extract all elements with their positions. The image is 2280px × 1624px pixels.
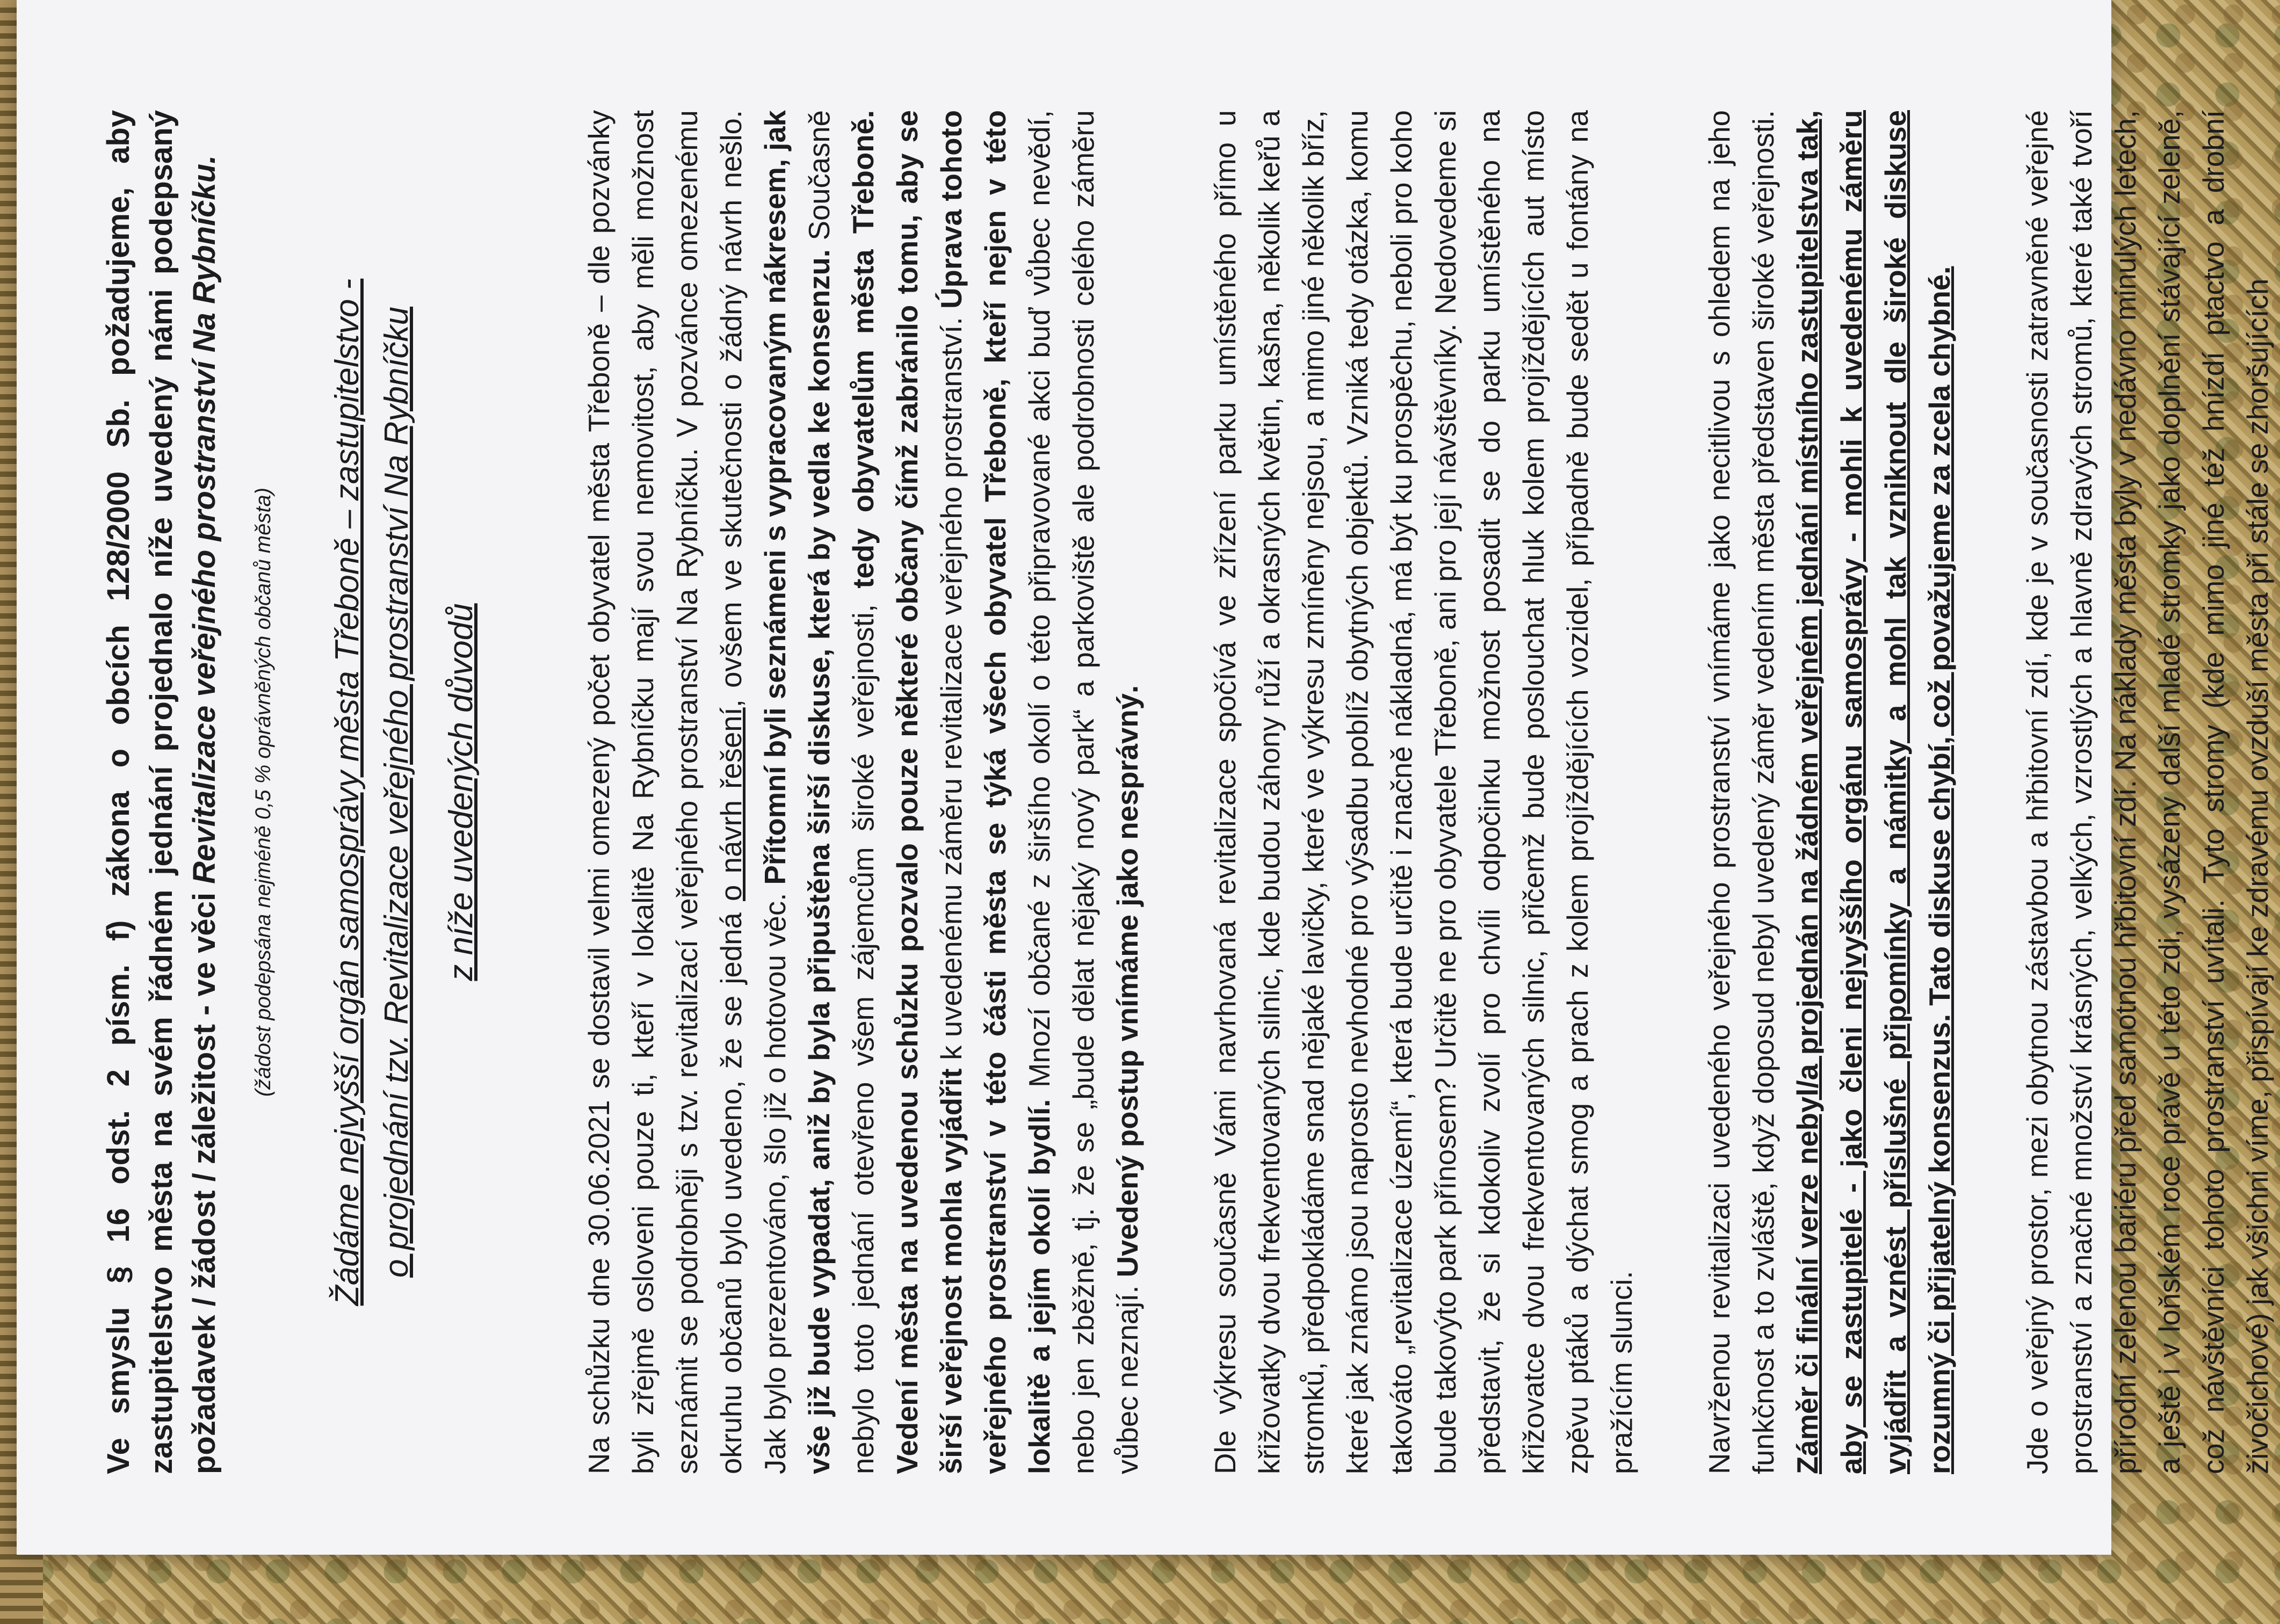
text: , ovšem ve skutečnosti o žádný návrh nešlo. Jak bylo prezentováno, šlo již o hotovou věc. [715,110,792,1474]
text-bold: Přítomní byli seznámeni s vypracovaným nákresem, jak vše již bude vypadat, aniž by byla připuštěna širší diskuse, která by vedla ke konsenzu. [759,110,836,1474]
heading-line-2: o projednání tzv. Revitalizace veřejného prostranství Na Rybníčku [378,306,415,1278]
text-bold: Uvedený postup vnímáme jako nesprávný. [1111,685,1144,1278]
intro-text: Ve smyslu § 16 odst. 2 písm. f) zákona o obcích 128/2000 Sb. požadujeme, aby zastupitelstvo města na svém řádném jednání projednalo níže uvedený námi podepsaný požadavek / žádost / záležitost - ve věci [101,110,222,1474]
text: k uvedenému záměru revitalizace veřejného prostranství. [935,308,968,1069]
text-underlined: o návrh řešení [715,707,748,901]
heading-line-3: z níže uvedených důvodů [443,603,480,981]
intro-subject: Revitalizace veřejného prostranství Na Rybníčku. [187,155,222,884]
paragraph-park-design: Dle výkresu současně Vámi navrhovaná revitalizace spočívá ve zřízení parku umístěného přímo u křižovatky dvou frekventovaných silnic, kde budou záhony růží a okrasných květin, kašna, několik keřů a stromků, předpokládáme snad nějaké lavičky, které ve výkresu zmíněny nejsou, a mimo jiné několik bříz, které jak známo jsou naprosto nevhodné pro výsadbu poblíž obytných objektů. Vzniká tedy otázka, komu takováto „revitalizace území“, která bude určitě i značně nákladná, má být ku prospěchu, neboli pro koho bude takovýto park přínosem? Určitě ne pro obyvatele Třeboně, ani pro její návštěvníky. Nedovedeme si představit, že si kdokoliv zvolí pro chvíli odpočinku možnost posadit se do parku umístěného na křižovatce dvou frekventovaných silnic, přičemž bude poslouchat hluk kolem projíždějících aut místo zpěvu ptáků a dýchat smog a prach z kolem projíždějících vozidel, případně bude sedět u fontány na pražícím slunci. [1209,110,1638,1474]
text-bold: tedy obyvatelům města Třeboně. Vedení města na uvedenou schůzku pozvalo pouze některé občany čímž zabránilo tomu, aby se širší veřejnost mohla vyjádřit [847,110,968,1474]
text: Navrženou revitalizaci uvedeného veřejného prostranství vnímáme jako necitlivou s ohledem na jeho funkčnost a to zvláště, když doposud nebyl uvedený záměr vedením města představen široké veřejnosti. [1703,110,1780,1474]
intro-paragraph [97,110,226,1474]
text-bold-underlined: Záměr či finální verze nebyl/a projednán na žádném veřejném jednání místního zastupitelstva tak, aby se zastupitelé - jako členi nejvyššího orgánu samosprávy - mohli k uvedenému záměru vyjádřit a vznést příslušné připomínky a námitky a mohl tak vzniknout dle široké diskuse rozumný či přijatelný konsenzus. Tato diskuse chybí, což považujeme za zcela chybné. [1791,110,1956,1474]
paragraph-public-space: Jde o veřejný prostor, mezi obytnou zástavbou a hřbitovní zdí, kde je v současnosti zatravněné veřejné prostranství a značné množství krásných, velkých, vzrostlých a hlavně zdravých stromů, které také tvoří přírodní zelenou bariéru před samotnou hřbitovní zdí. Na náklady města byly v nedávno minulých letech, a ještě i v loňském roce právě u této zdi, vysázeny další mladé stromky jako doplnění stávající zeleně, což návštěvníci tohoto prostranství uvítali. Tyto stromy (kde mimo jiné též hnízdí ptactvo a drobní živočichové) jak všichni víme, přispívají ke zdravému ovzduší města při stále se zhoršujících [2021,110,2274,1474]
signature-note: (žádost podepsána nejméně 0,5 % oprávněných občanů města) [251,487,275,1097]
text: Současně nebylo toto jednání otevřeno všem zájemcům široké veřejnosti, [803,110,880,1474]
heading-line-1: Žádáme nejvyšší orgán samosprávy města Třeboně – zastupitelstvo - [329,278,366,1306]
paragraph-revitalization [1698,110,1962,1474]
text: Na schůzku dne 30.06.2021 se dostavil velmi omezený počet obyvatel města Třeboně – dle pozvánky byli zřejmě osloveni pouze ti, kteří v lokalitě Na Rybníčku mají svou nemovitost, aby měli možnost seznámit se podrobněji s tzv. revitalizací veřejného prostranství Na Rybníčku. V pozvánce omezenému okruhu občanů bylo uvedeno, že se jedná [583,110,748,1474]
document-page [17,0,2274,1555]
paragraph-meeting [577,110,1150,1474]
text-bold: Úprava tohoto veřejného prostranství v této části města se týká všech obyvatel Třeboně, kteří nejen v této lokalitě a jejím okolí bydlí. [935,110,1056,1474]
text: Mnozí občané z širšího okolí o této připravované akci buď vůbec nevědí, nebo jen zběžně, tj. že se „bude dělat nějaký nový park“ a parkoviště ale podrobnosti celého záměru vůbec neznají. [1023,110,1144,1474]
